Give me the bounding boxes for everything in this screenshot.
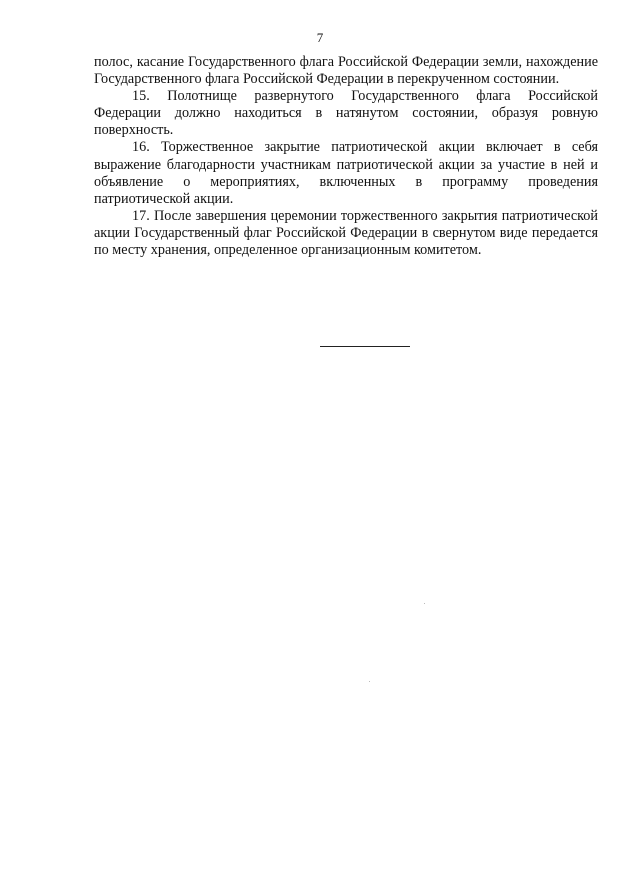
paragraph-17: 17. После завершения церемонии торжественного закрытия патриотической акции Государственный флаг Российской Федерации в свернутом виде передается по месту хранения, определенное организационным комитетом.	[94, 207, 598, 259]
end-separator-line	[320, 346, 410, 347]
scan-speck	[369, 681, 370, 682]
paragraph-15: 15. Полотнище развернутого Государственного флага Российской Федерации должно находиться в натянутом состоянии, образуя ровную поверхность.	[94, 88, 598, 139]
scan-speck	[424, 603, 425, 604]
paragraph-16: 16. Торжественное закрытие патриотической акции включает в себя выражение благодарности участникам патриотической акции за участие в ней и объявление о мероприятиях, включенных в программу проведения патриотической акции.	[94, 139, 598, 207]
paragraph-continuation: полос, касание Государственного флага Российской Федерации земли, нахождение Государственного флага Российской Федерации в перекрученном состоянии.	[94, 54, 598, 88]
document-body	[94, 54, 598, 259]
page-number: 7	[316, 30, 324, 45]
